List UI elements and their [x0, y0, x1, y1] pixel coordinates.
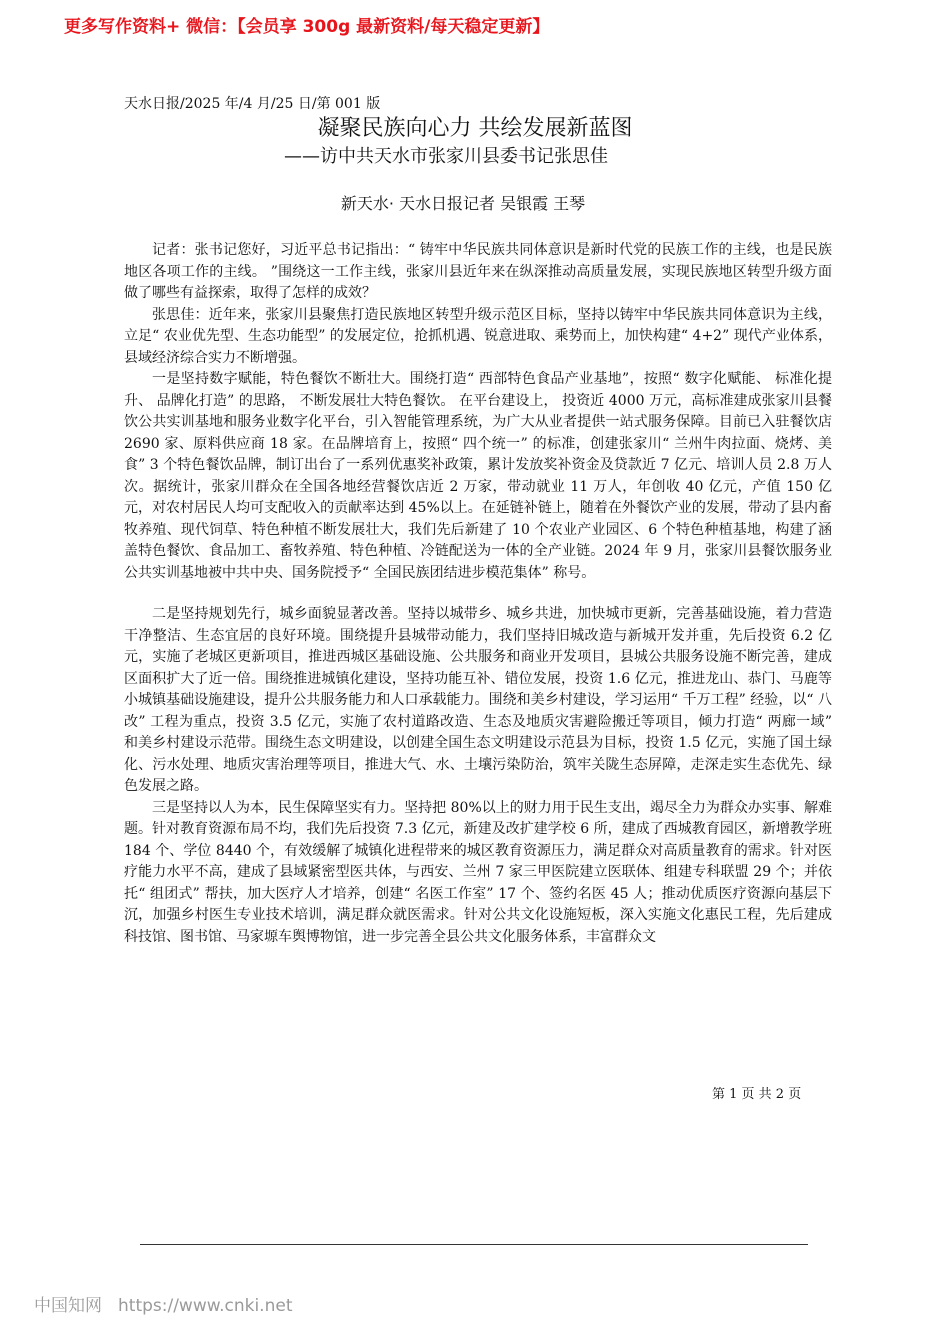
- footer-url[interactable]: https://www.cnki.net: [118, 1296, 293, 1316]
- article-subtitle: ——访中共天水市张家川县委书记张思佳: [284, 146, 608, 167]
- article-byline: 新天水· 天水日报记者 吴银霞 王琴: [340, 194, 586, 213]
- promo-banner: 更多写作资料+ 微信：【会员享 300g 最新资料/每天稳定更新】: [64, 17, 550, 37]
- source-line: 天水日报/2025 年/4 月/25 日/第 001 版: [124, 96, 381, 112]
- footer-divider: [140, 1244, 808, 1245]
- footer-site-name: 中国知网: [34, 1296, 102, 1316]
- paragraph: 记者：张书记您好，习近平总书记指出：“ 铸牢中华民族共同体意识是新时代党的民族工作的主线，也是民族地区各项工作的主线。 ”围绕这一工作主线，张家川县近年来在纵深推动高质量发展，实现民族地区转型升级方面做了哪些有益探索，取得了怎样的成效？: [124, 242, 832, 301]
- paragraph: 二是坚持规划先行，城乡面貌显著改善。坚持以城带乡、城乡共进，加快城市更新，完善基础设施，着力营造干净整洁、生态宜居的良好环境。围绕提升县城带动能力，我们坚持旧城改造与新城开发并重，先后投资 6.2 亿元，实施了老城区更新项目，推进西城区基础设施、公共服务和商业开发项目，县城公共服务设施不断完善，建成区面积扩大了近一倍。围绕推进城镇化建设，坚持功能互补、错位发展，投资 1.6 亿元，推进龙山、恭门、马鹿等小城镇基础设施建设，提升公共服务能力和人口承载能力。围绕和美乡村建设，学习运用“ 千万工程” 经验，以“ 八改” 工程为重点，投资 3.5 亿元，实施了农村道路改造、生态及地质灾害避险搬迁等项目，倾力打造“ 两廊一域” 和美乡村建设示范带。围绕生态文明建设，以创建全国生态文明建设示范县为目标，投资 1.5 亿元，实施了国土绿化、污水处理、地质灾害治理等项目，推进大气、水、土壤污染防治，筑牢关陇生态屏障，走深走实生态优先、绿色发展之路。: [124, 606, 832, 794]
- page-number: 第 1 页 共 2 页: [712, 1087, 802, 1102]
- article-title: 凝聚民族向心力 共绘发展新蓝图: [317, 116, 633, 141]
- paragraph: 张思佳：近年来，张家川县聚焦打造民族地区转型升级示范区目标，坚持以铸牢中华民族共同体意识为主线，立足“ 农业优先型、生态功能型” 的发展定位，抢抓机遇、锐意进取、乘势而上，加快构建“ 4+2” 现代产业体系，县域经济综合实力不断增强。: [124, 306, 832, 366]
- paragraph: 三是坚持以人为本，民生保障坚实有力。坚持把 80%以上的财力用于民生支出，竭尽全力为群众办实事、解难题。针对教育资源布局不均，我们先后投资 7.3 亿元，新建及改扩建学校 6 所，建成了西城教育园区，新增教学班 184 个、学位 8440 个，有效缓解了城镇化进程带来的城区教育资源压力，满足群众对高质量教育的需求。针对医疗能力水平不高，建成了县域紧密型医共体，与西安、兰州 7 家三甲医院建立医联体、组建专科联盟 29 个；并依托“ 组团式” 帮扶，加大医疗人才培养，创建“ 名医工作室” 17 个、签约名医 45 人；推动优质医疗资源向基层下沉，加强乡村医生专业技术培训，满足群众就医需求。针对公共文化设施短板，深入实施文化惠民工程，先后建成科技馆、图书馆、马家塬车舆博物馆，进一步完善全县公共文化服务体系，丰富群众文: [124, 799, 832, 945]
- article-body: [124, 240, 832, 948]
- paragraph: 一是坚持数字赋能，特色餐饮不断壮大。围绕打造“ 西部特色食品产业基地”，按照“ 数字化赋能、 标准化提升、 品牌化打造” 的思路， 不断发展壮大特色餐饮。 在平台建设上， 投资近 4000 万元，高标准建成张家川县餐饮公共实训基地和服务业数字化平台，引入智能管理系统，为广大从业者提供一站式服务保障。目前已入驻餐饮店 2690 家、原料供应商 18 家。在品牌培育上，按照“ 四个统一” 的标准，创建张家川“ 兰州牛肉拉面、烧烤、美食” 3 个特色餐饮品牌，制订出台了一系列优惠奖补政策，累计发放奖补资金及贷款近 7 亿元、培训人员 2.8 万人次。据统计，张家川群众在全国各地经营餐饮店近 2 万家，带动就业 11 万人，年创收 40 亿元，产值 150 亿元，对农村居民人均可支配收入的贡献率达到 45%以上。在延链补链上，随着在外餐饮产业的发展，带动了县内畜牧养殖、现代饲草、特色种植不断发展壮大，我们先后新建了 10 个农业产业园区、6 个特色种植基地，构建了涵盖特色餐饮、食品加工、畜牧养殖、特色种植、冷链配送为一体的全产业链。2024 年 9 月，张家川县餐饮服务业公共实训基地被中共中央、国务院授予“ 全国民族团结进步模范集体” 称号。: [124, 371, 832, 581]
- footer-watermark: [34, 1294, 292, 1318]
